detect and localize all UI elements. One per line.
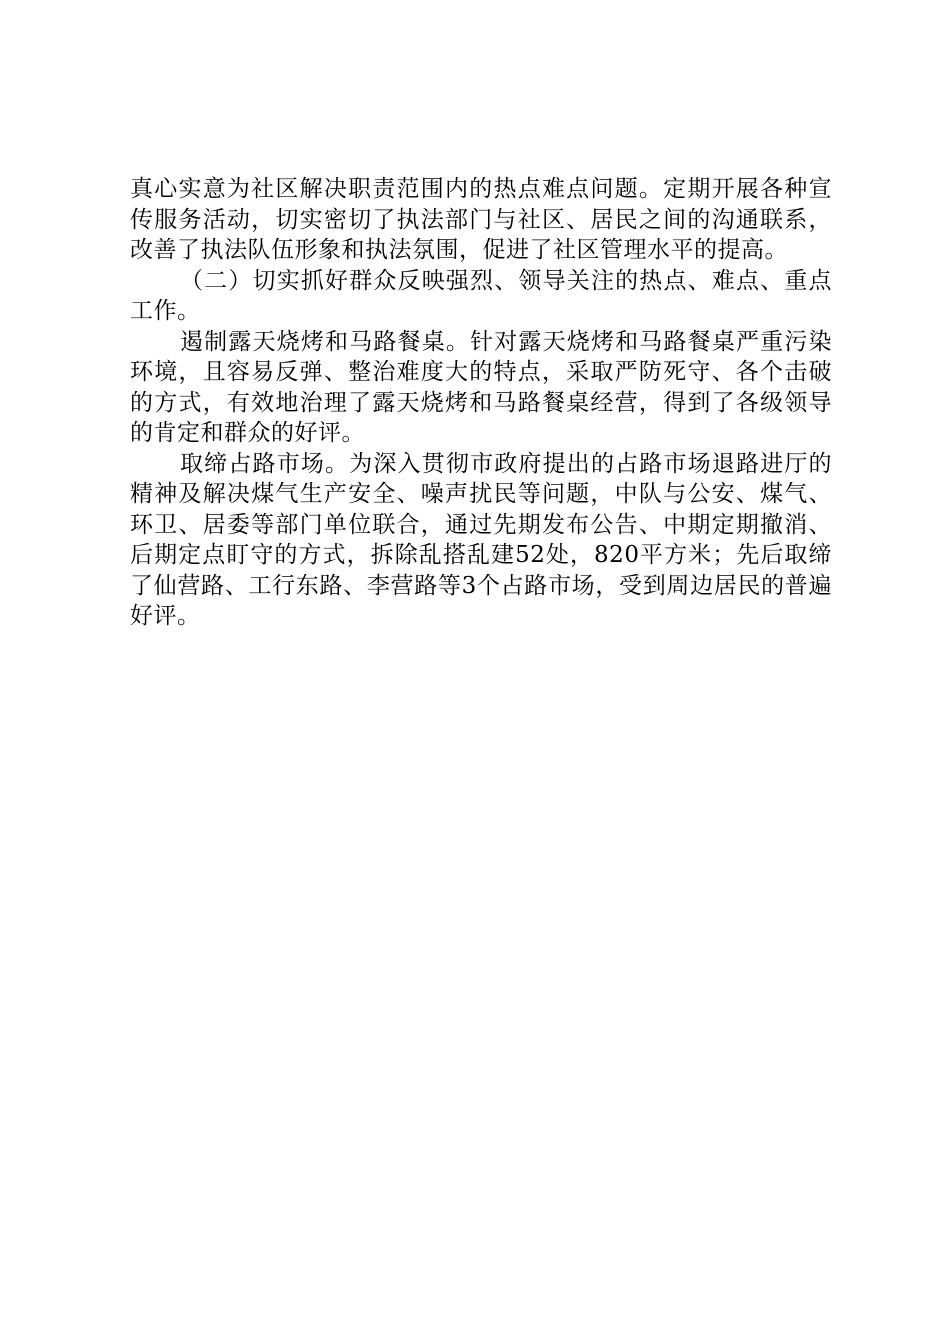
paragraph-street-market: 取缔占路市场。为深入贯彻市政府提出的占路市场退路进厅的精神及解决煤气生产安全、噪声扰民等问题，中队与公安、煤气、环卫、居委等部门单位联合，通过先期发布公告、中期定期撤消、后期定点盯守的方式，拆除乱搭乱建52处，820平方米；先后取缔了仙营路、工行东路、李营路等3个占路市场，受到周边居民的普遍好评。 (130, 450, 832, 629)
paragraph-continuation: 真心实意为社区解决职责范围内的热点难点问题。定期开展各种宣传服务活动，切实密切了执法部门与社区、居民之间的沟通联系，改善了执法队伍形象和执法氛围，促进了社区管理水平的提高。 (130, 176, 832, 263)
document-body (130, 174, 832, 632)
paragraph-section-heading: （二）切实抓好群众反映强烈、领导关注的热点、难点、重点工作。 (130, 267, 832, 324)
paragraph-outdoor-bbq: 遏制露天烧烤和马路餐桌。针对露天烧烤和马路餐桌严重污染环境，且容易反弹、整治难度大的特点，采取严防死守、各个击破的方式，有效地治理了露天烧烤和马路餐桌经营，得到了各级领导的肯定和群众的好评。 (130, 328, 832, 446)
